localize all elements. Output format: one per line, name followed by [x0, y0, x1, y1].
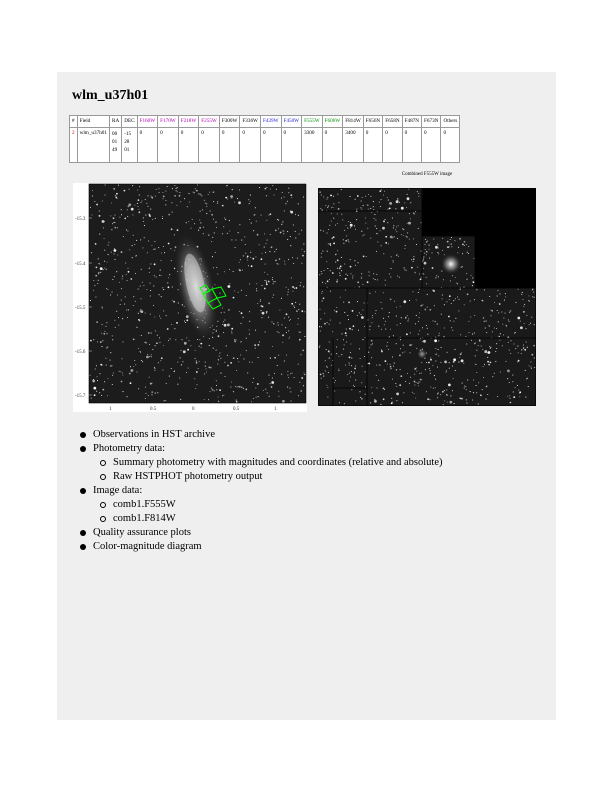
- y-tick-label: -15.6: [75, 350, 86, 355]
- col-header-f656n: F656N: [363, 116, 382, 128]
- col-header-dec: DEC: [122, 116, 137, 128]
- col-header-f170w: F170W: [158, 116, 179, 128]
- filter-exposure-cell: 0: [240, 128, 261, 163]
- filter-exposure-cell: 0: [158, 128, 179, 163]
- x-tick-label: 1: [274, 407, 277, 412]
- y-tick-label: -15.4: [75, 262, 86, 267]
- y-tick-label: -15.5: [75, 306, 86, 311]
- ra-cell: [109, 128, 121, 163]
- col-header-f255w: F255W: [199, 116, 220, 128]
- ra-m: 01: [111, 139, 118, 145]
- filter-exposure-cell: 0: [199, 128, 220, 163]
- field-filter-table: [69, 115, 460, 163]
- dec-s: 01: [124, 147, 130, 153]
- combined-image-caption: Combined F555W image: [401, 172, 453, 177]
- links-list: [80, 428, 443, 554]
- faint-galaxy: [417, 349, 427, 359]
- filter-exposure-cell: 0: [281, 128, 302, 163]
- list-item[interactable]: Image data:: [80, 484, 443, 498]
- filter-exposure-cell: 0: [383, 128, 402, 163]
- list-item[interactable]: comb1.F814W: [100, 512, 443, 526]
- col-header-f439w: F439W: [260, 116, 281, 128]
- x-tick-label: 1: [109, 407, 112, 412]
- table-row: [70, 128, 460, 163]
- col-header-f487n: F487N: [402, 116, 421, 128]
- col-header--: #: [70, 116, 78, 128]
- wide-field-image[interactable]: [73, 183, 307, 412]
- dec-m: 28: [124, 139, 130, 145]
- col-header-f336w: F336W: [240, 116, 261, 128]
- col-header-f606w: F606W: [322, 116, 343, 128]
- filter-exposure-cell: 0: [219, 128, 240, 163]
- col-header-f658n: F658N: [383, 116, 402, 128]
- combined-f555w-image[interactable]: [318, 188, 536, 411]
- filter-exposure-cell: 0: [260, 128, 281, 163]
- list-item[interactable]: Photometry data:: [80, 442, 443, 456]
- list-item[interactable]: Color-magnitude diagram: [80, 540, 443, 554]
- wide-field-plot: [73, 183, 307, 412]
- filter-exposure-cell: 0: [137, 128, 158, 163]
- col-header-ra: RA: [109, 116, 121, 128]
- col-header-f555w: F555W: [302, 116, 323, 128]
- list-item[interactable]: comb1.F555W: [100, 498, 443, 512]
- filter-exposure-cell: 0: [402, 128, 421, 163]
- page-title: wlm_u37h01: [72, 88, 149, 103]
- col-header-f450w: F450W: [281, 116, 302, 128]
- row-number[interactable]: 2: [70, 128, 78, 163]
- list-item[interactable]: Quality assurance plots: [80, 526, 443, 540]
- dec-cell: [122, 128, 137, 163]
- bright-star: [441, 254, 461, 274]
- filter-exposure-cell: 0: [441, 128, 460, 163]
- list-item[interactable]: Observations in HST archive: [80, 428, 443, 442]
- col-header-f218w: F218W: [178, 116, 199, 128]
- mosaic-plot: [318, 188, 536, 406]
- field-name[interactable]: wlm_u37h01: [77, 128, 109, 163]
- empty-chip-region-top: [422, 188, 536, 236]
- filter-exposure-cell: 0: [178, 128, 199, 163]
- dec-d: -15: [124, 131, 132, 137]
- list-item[interactable]: Raw HSTPHOT photometry output: [100, 470, 443, 484]
- y-tick-label: -15.3: [75, 217, 86, 222]
- x-tick-label: 0.5: [150, 407, 157, 412]
- col-header-f300w: F300W: [219, 116, 240, 128]
- col-header-others: Others: [441, 116, 460, 128]
- filter-exposure-cell: 0: [322, 128, 343, 163]
- x-tick-label: 0.5: [233, 407, 240, 412]
- x-axis-ticks: [109, 407, 277, 412]
- empty-chip-region-right: [475, 236, 536, 288]
- col-header-f814w: F814W: [343, 116, 364, 128]
- y-tick-label: -15.7: [75, 394, 86, 399]
- list-item[interactable]: Summary photometry with magnitudes and coordinates (relative and absolute): [100, 456, 443, 470]
- col-header-field: Field: [77, 116, 109, 128]
- filter-exposure-cell: 3300: [302, 128, 323, 163]
- ra-s: 49: [111, 147, 118, 153]
- ra-h: 00: [111, 131, 118, 137]
- filter-exposure-cell: 0: [422, 128, 441, 163]
- x-tick-label: 0: [192, 407, 195, 412]
- filter-exposure-cell: 3400: [343, 128, 364, 163]
- col-header-f160w: F160W: [137, 116, 158, 128]
- col-header-f673n: F673N: [422, 116, 441, 128]
- table-header-row: [70, 116, 460, 128]
- filter-exposure-cell: 0: [363, 128, 382, 163]
